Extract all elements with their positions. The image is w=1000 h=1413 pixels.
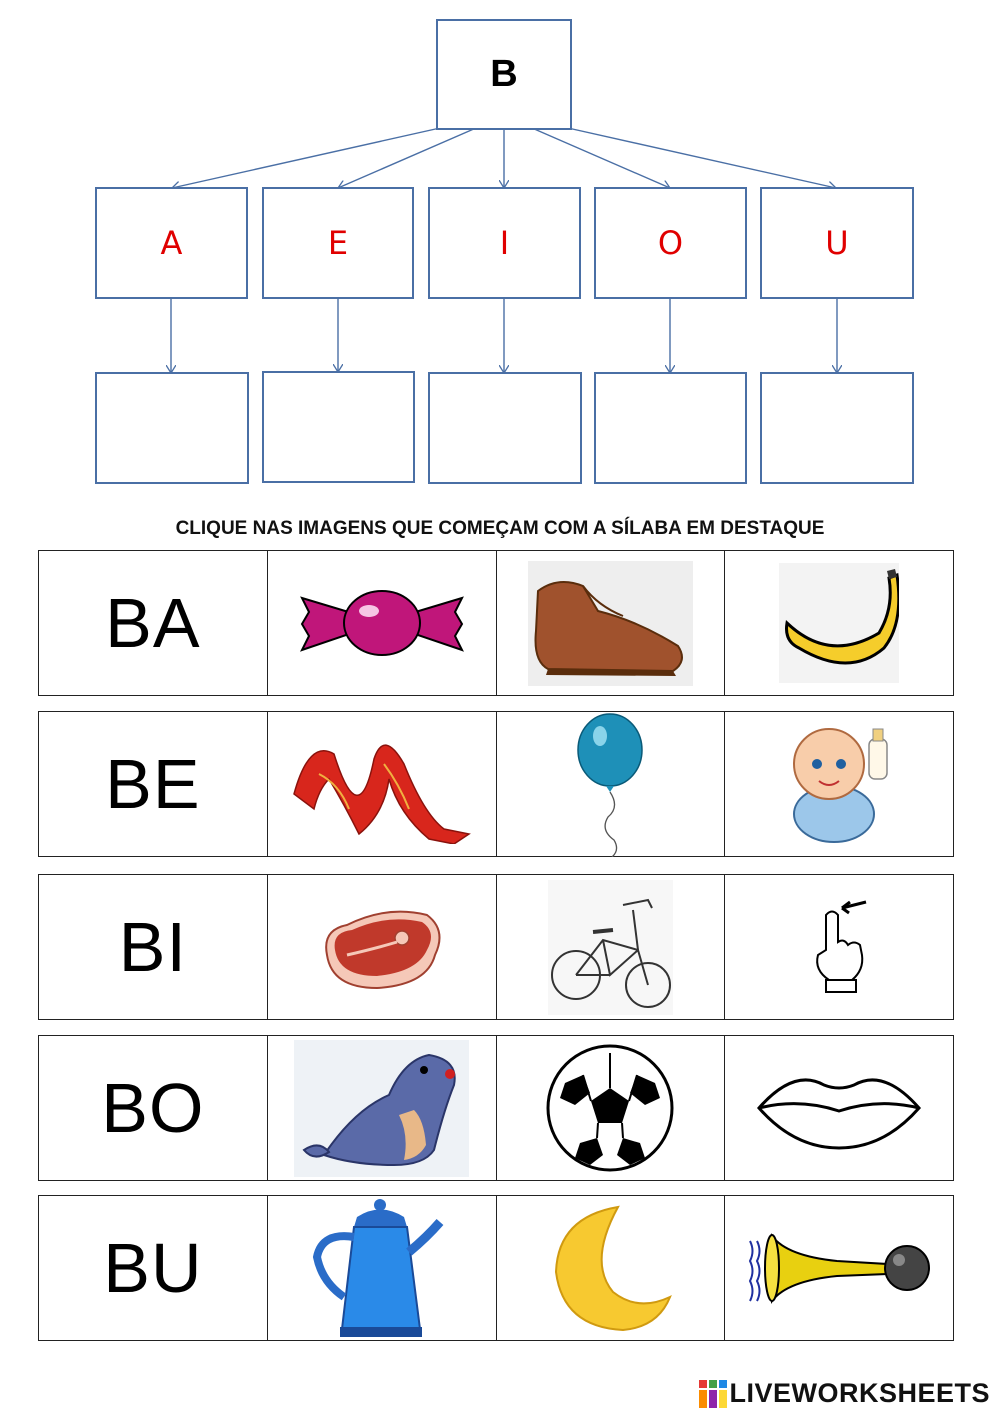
syllable-label: BE — [105, 745, 201, 823]
steak-image[interactable] — [267, 875, 496, 1019]
syllable-cell — [39, 1036, 267, 1180]
brand-name: LIVEWORKSHEETS — [729, 1378, 990, 1408]
syllable-cell — [39, 712, 267, 856]
answer-box-be[interactable] — [262, 371, 415, 483]
pointing-finger-image[interactable] — [724, 875, 953, 1019]
syllable-cell — [39, 875, 267, 1019]
syllable-row-be — [38, 711, 954, 857]
syllable-cell — [39, 1196, 267, 1340]
vowel-letter: I — [499, 224, 510, 262]
lws-mark-icon — [699, 1380, 727, 1408]
moon-image[interactable] — [496, 1196, 725, 1340]
syllable-label: BA — [105, 584, 201, 662]
seal-image[interactable] — [267, 1036, 496, 1180]
answer-box-ba[interactable] — [95, 372, 249, 484]
syllable-row-bu — [38, 1195, 954, 1341]
shoe-image[interactable] — [496, 551, 725, 695]
vowel-letter: E — [327, 224, 349, 262]
syllable-label: BU — [103, 1229, 203, 1307]
bicycle-image[interactable] — [496, 875, 725, 1019]
answer-box-bi[interactable] — [428, 372, 582, 484]
vowel-box-i — [428, 187, 581, 299]
vowel-letter: A — [160, 224, 183, 262]
instruction-text: CLIQUE NAS IMAGENS QUE COMEÇAM COM A SÍLABA EM DESTAQUE — [175, 518, 825, 539]
vowel-box-o — [594, 187, 747, 299]
syllable-label: BI — [118, 908, 187, 986]
syllable-row-ba — [38, 550, 954, 696]
soccer-ball-image[interactable] — [496, 1036, 725, 1180]
syllable-row-bo — [38, 1035, 954, 1181]
answer-box-bo[interactable] — [594, 372, 747, 484]
syllable-row-bi — [38, 874, 954, 1020]
syllable-cell — [39, 551, 267, 695]
banana-image[interactable] — [724, 551, 953, 695]
ribbon-image[interactable] — [267, 712, 496, 856]
coffee-pot-image[interactable] — [267, 1196, 496, 1340]
vowel-letter: U — [825, 224, 849, 262]
baby-image[interactable] — [724, 712, 953, 856]
root-letter-box — [436, 19, 572, 130]
vowel-box-e — [262, 187, 414, 299]
candy-image[interactable] — [267, 551, 496, 695]
vowel-letter: O — [657, 224, 684, 262]
horn-image[interactable] — [724, 1196, 953, 1340]
vowel-box-u — [760, 187, 914, 299]
answer-box-bu[interactable] — [760, 372, 914, 484]
root-letter: B — [490, 53, 518, 95]
liveworksheets-logo — [699, 1378, 990, 1409]
lips-image[interactable] — [724, 1036, 953, 1180]
syllable-label: BO — [101, 1069, 205, 1147]
balloon-image[interactable] — [496, 712, 725, 856]
vowel-box-a — [95, 187, 248, 299]
